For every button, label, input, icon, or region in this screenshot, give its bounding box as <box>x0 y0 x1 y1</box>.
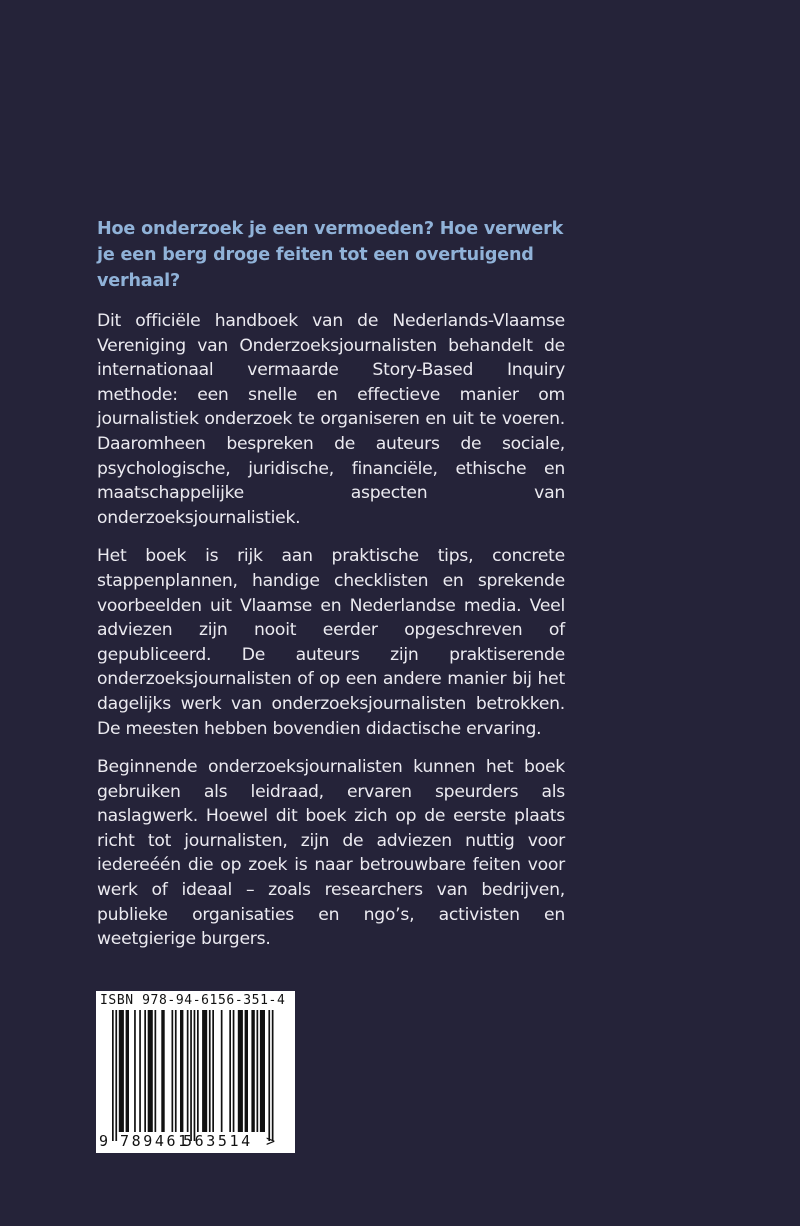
barcode-first-digit: 9 <box>99 1132 109 1150</box>
tagline-heading: Hoe onderzoek je een vermoeden? Hoe verwerk je een berg droge feiten tot een overtuigend verhaal? <box>97 219 564 291</box>
blurb-paragraph-1: Dit officiële handboek van de Nederlands-Vlaamse Vereniging van Onderzoeksjournalisten behandelt de internationaal vermaarde Story-Based Inquiry methode: een snelle en effectieve manier om journalistiek onderzoek te organiseren en uit te voeren. Daaromheen bespreken de auteurs de sociale, psychologische, juridische, financiële, ethische en maatschappelijke aspecten van onderzoeksjournalistiek. <box>97 311 565 528</box>
barcode-right-digits: 563514 <box>183 1132 253 1150</box>
isbn-label: ISBN 978-94-6156-351-4 <box>100 993 286 1008</box>
barcode-left-digits: 789461 <box>120 1132 190 1150</box>
blurb-text-block <box>97 216 565 952</box>
isbn-barcode <box>96 991 295 1153</box>
blurb-paragraph-3: Beginnende onderzoeksjournalisten kunnen het boek gebruiken als leidraad, ervaren speurders als naslagwerk. Hoewel dit boek zich op de eerste plaats richt tot journalisten, zijn de adviezen nuttig voor iedereéén die op zoek is naar betrouwbare feiten voor werk of ideaal – zoals researchers van bedrijven, publieke organisaties en ngo’s, activisten en weetgierige burgers. <box>97 757 565 950</box>
barcode-bars-icon <box>96 991 295 1153</box>
barcode-quiet-zone-marker: > <box>266 1132 276 1150</box>
blurb-paragraph-2: Het boek is rijk aan praktische tips, concrete stappenplannen, handige checklisten en sprekende voorbeelden uit Vlaamse en Nederlandse media. Veel adviezen zijn nooit eerder opgeschreven of gepubliceerd. De auteurs zijn praktiserende onderzoeksjournalisten of op een andere manier bij het dagelijks werk van onderzoeksjournalisten betrokken. De meesten hebben bovendien didactische ervaring. <box>97 546 565 739</box>
